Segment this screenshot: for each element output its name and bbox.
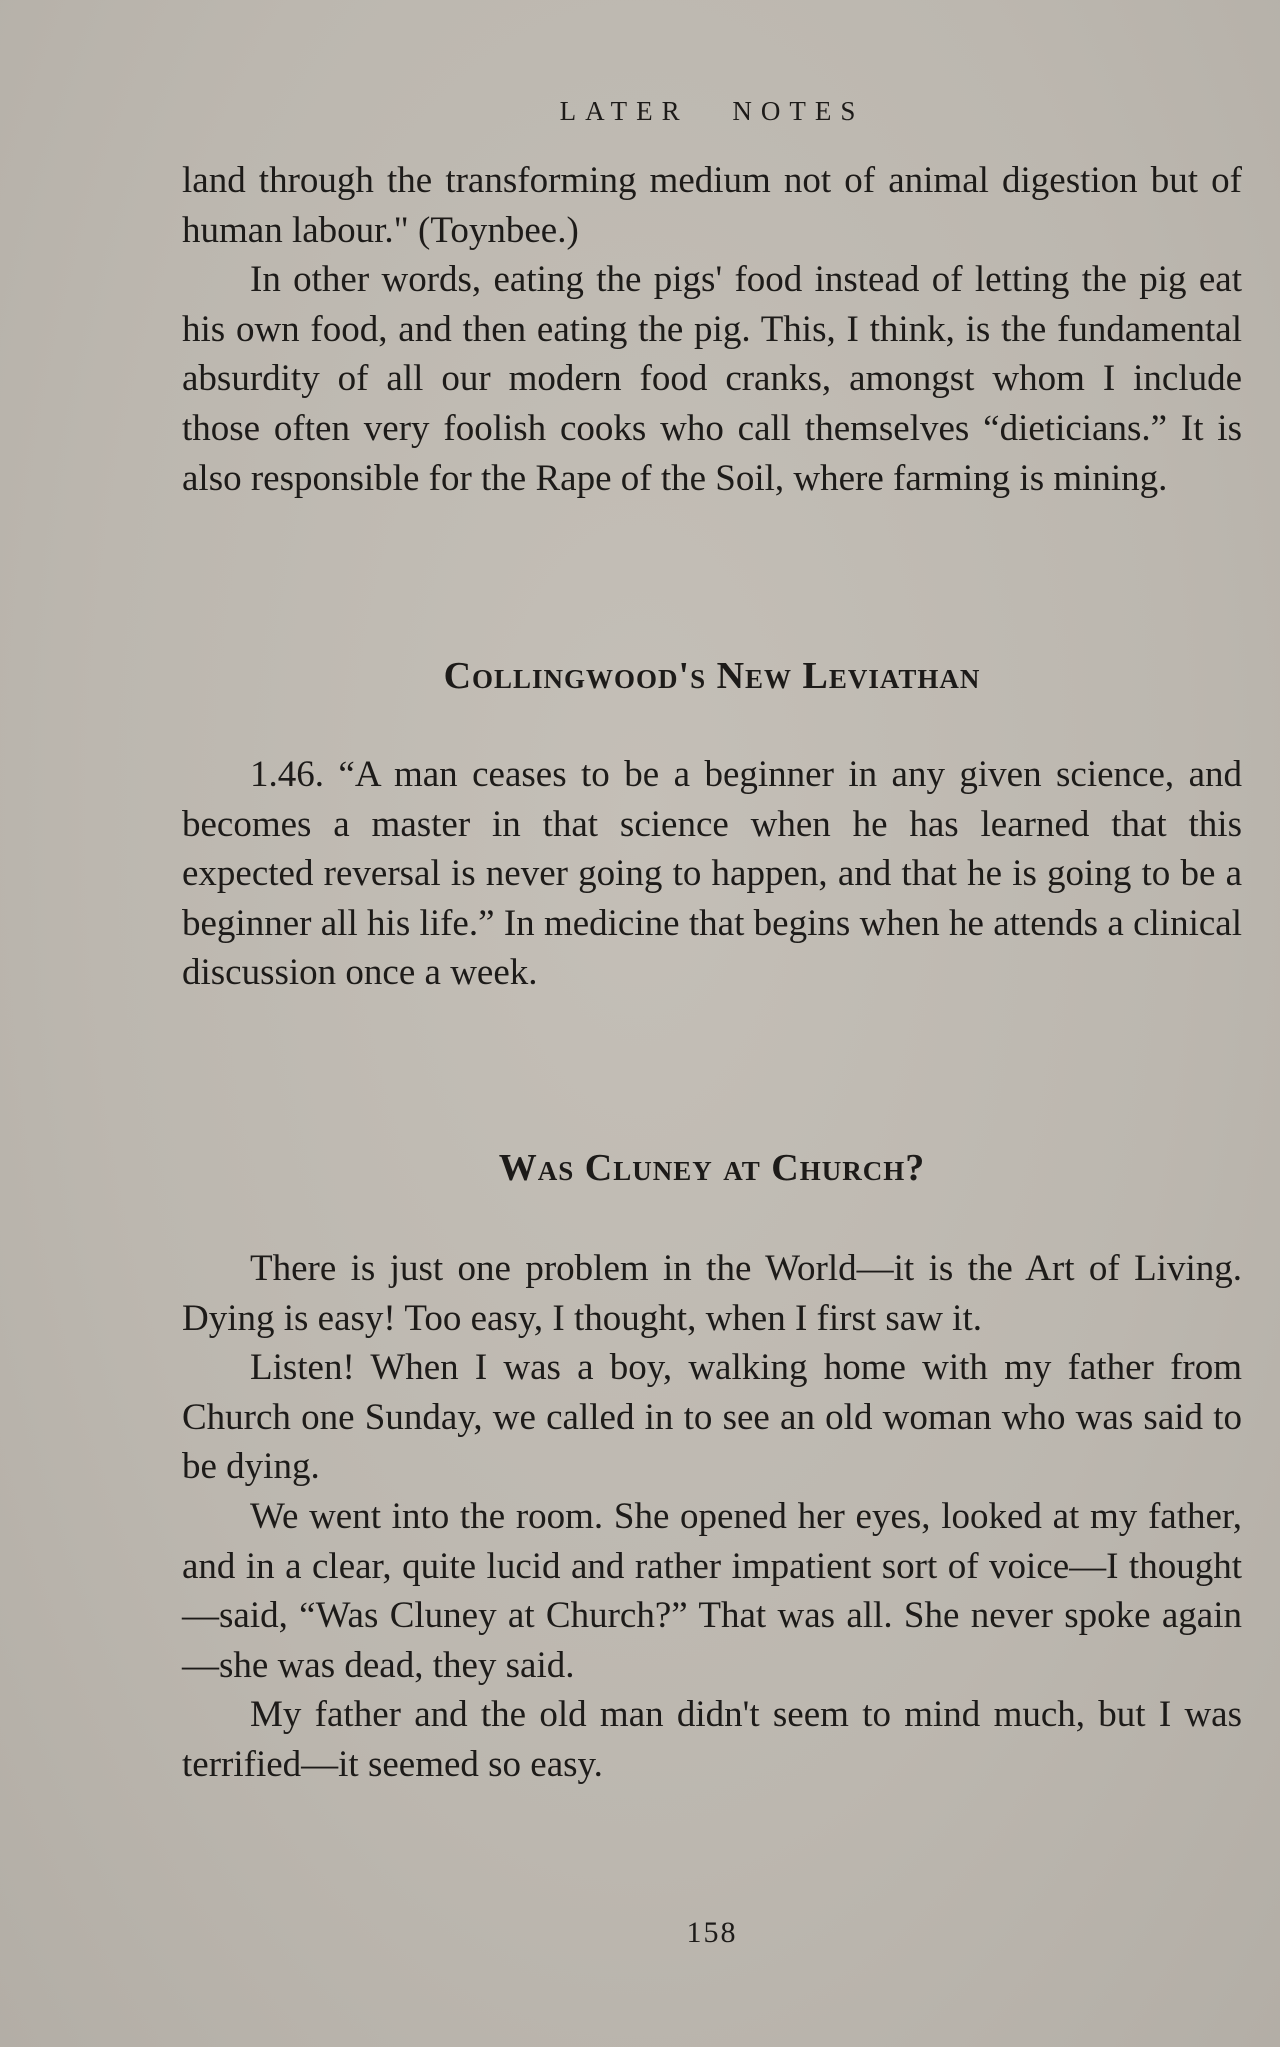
paragraph: 1.46. “A man ceases to be a beginner in any given science, and becomes a master in that science when he has learned that this expected reversal is never going to happen, and that he is going to be a beginner all his life.” In medicine that begins when he attends a clinical discussion once a week.	[182, 754, 1242, 994]
paragraph: In other words, eating the pigs' food instead of letting the pig eat his own food, and then eating the pig. This, I think, is the fundamental absurdity of all our modern food cranks, amongst whom I include those often very foolish cooks who call themselves “dieticians.” It is also responsible for the Rape of the Soil, where farming is mining.	[182, 259, 1242, 499]
paragraph: There is just one problem in the World—it is the Art of Living. Dying is easy! Too easy, I thought, when I first saw it.	[182, 1248, 1242, 1339]
paragraph: Listen! When I was a boy, walking home with my father from Church one Sunday, we called in to see an old woman who was said to be dying.	[182, 1347, 1242, 1488]
paragraph: land through the transforming medium not of animal digestion but of human labour." (Toynbee.)	[182, 160, 1242, 251]
section-collingwood	[182, 750, 1242, 998]
section-heading-collingwood: Collingwood's New Leviathan	[443, 655, 981, 697]
continued-passage	[182, 156, 1242, 503]
section-cluney	[182, 1244, 1242, 1790]
section-heading-cluney: Was Cluney at Church?	[498, 1147, 926, 1189]
paragraph: My father and the old man didn't seem to mind much, but I was terrified—it seemed so easy.	[182, 1694, 1242, 1785]
running-head: LATER NOTES	[559, 96, 865, 126]
page-number: 158	[686, 1916, 738, 1949]
paragraph: We went into the room. She opened her eyes, looked at my father, and in a clear, quite lucid and rather impatient sort of voice—I thought—said, “Was Cluney at Church?” That was all. She never spoke again—she was dead, they said.	[182, 1495, 1242, 1686]
